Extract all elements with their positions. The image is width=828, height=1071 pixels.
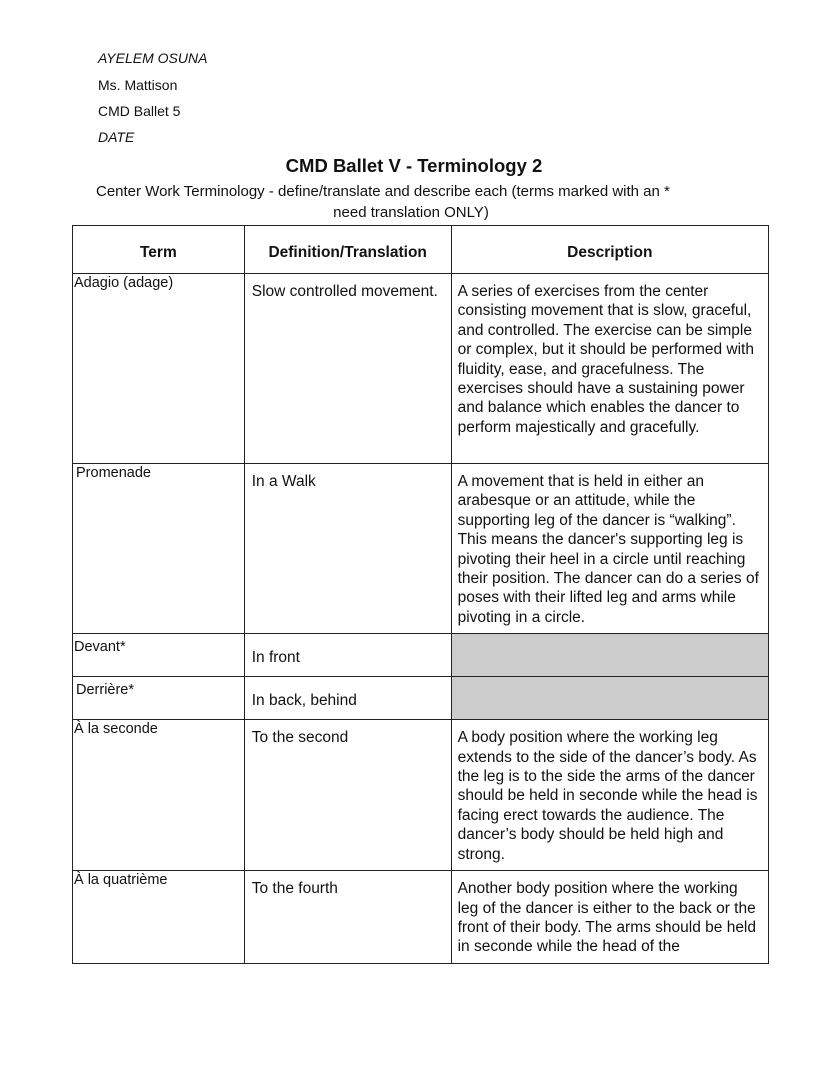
definition-cell[interactable]: To the second <box>244 720 451 871</box>
definition-cell[interactable]: In a Walk <box>244 464 451 634</box>
instructions-line-1: Center Work Terminology - define/translate and describe each (terms marked with an * <box>96 183 670 200</box>
description-cell[interactable]: A series of exercises from the center consisting movement that is slow, graceful, and controlled. The exercise can be simple or complex, but it should be performed with fluidity, ease, and gracefulness. The exercises should have a sustaining power and balance which enables the dancer to perform majestically and gracefully. <box>451 274 768 464</box>
definition-cell[interactable]: In back, behind <box>244 677 451 720</box>
description-cell[interactable]: A body position where the working leg extends to the side of the dancer’s body. As the leg is to the side the arms of the dancer should be held in seconde while the head is facing erect towards the audience. The dancer’s body should be held high and strong. <box>451 720 768 871</box>
definition-cell[interactable]: To the fourth <box>244 871 451 964</box>
description-cell[interactable]: A movement that is held in either an arabesque or an attitude, while the supporting leg of the dancer is “walking”. This means the dancer's supporting leg is pivoting their heel in a circle until reaching their position. The dancer can do a series of poses with their lifted leg and arms while pivoting in a circle. <box>451 464 768 634</box>
definition-cell[interactable]: In front <box>244 634 451 677</box>
date-field: DATE <box>98 129 135 145</box>
table-row <box>73 274 769 464</box>
term-cell[interactable]: À la seconde <box>73 720 245 871</box>
column-header-description: Description <box>451 226 768 274</box>
class-name: CMD Ballet 5 <box>98 103 181 119</box>
table-row <box>73 720 769 871</box>
table-row <box>73 871 769 964</box>
table-row <box>73 634 769 677</box>
column-header-term: Term <box>73 226 245 274</box>
table-header-row <box>73 226 769 274</box>
description-cell-shaded <box>451 634 768 677</box>
instructions-line-2: need translation ONLY) <box>333 204 489 221</box>
table-row <box>73 464 769 634</box>
term-cell[interactable]: Adagio (adage) <box>73 274 245 464</box>
teacher-name: Ms. Mattison <box>98 77 178 93</box>
student-name: AYELEM OSUNA <box>98 50 208 66</box>
description-cell-shaded <box>451 677 768 720</box>
term-cell[interactable]: Promenade <box>73 464 245 634</box>
description-cell[interactable]: Another body position where the working leg of the dancer is either to the back or the front of their body. The arms should be held in seconde while the head of the <box>451 871 768 964</box>
term-cell[interactable]: Derrière* <box>73 677 245 720</box>
terminology-table <box>72 225 769 964</box>
column-header-definition: Definition/Translation <box>244 226 451 274</box>
definition-cell[interactable]: Slow controlled movement. <box>244 274 451 464</box>
page-title: CMD Ballet V - Terminology 2 <box>285 155 543 176</box>
instructions <box>96 181 726 223</box>
term-cell[interactable]: À la quatrième <box>73 871 245 964</box>
table-row <box>73 677 769 720</box>
term-cell[interactable]: Devant* <box>73 634 245 677</box>
